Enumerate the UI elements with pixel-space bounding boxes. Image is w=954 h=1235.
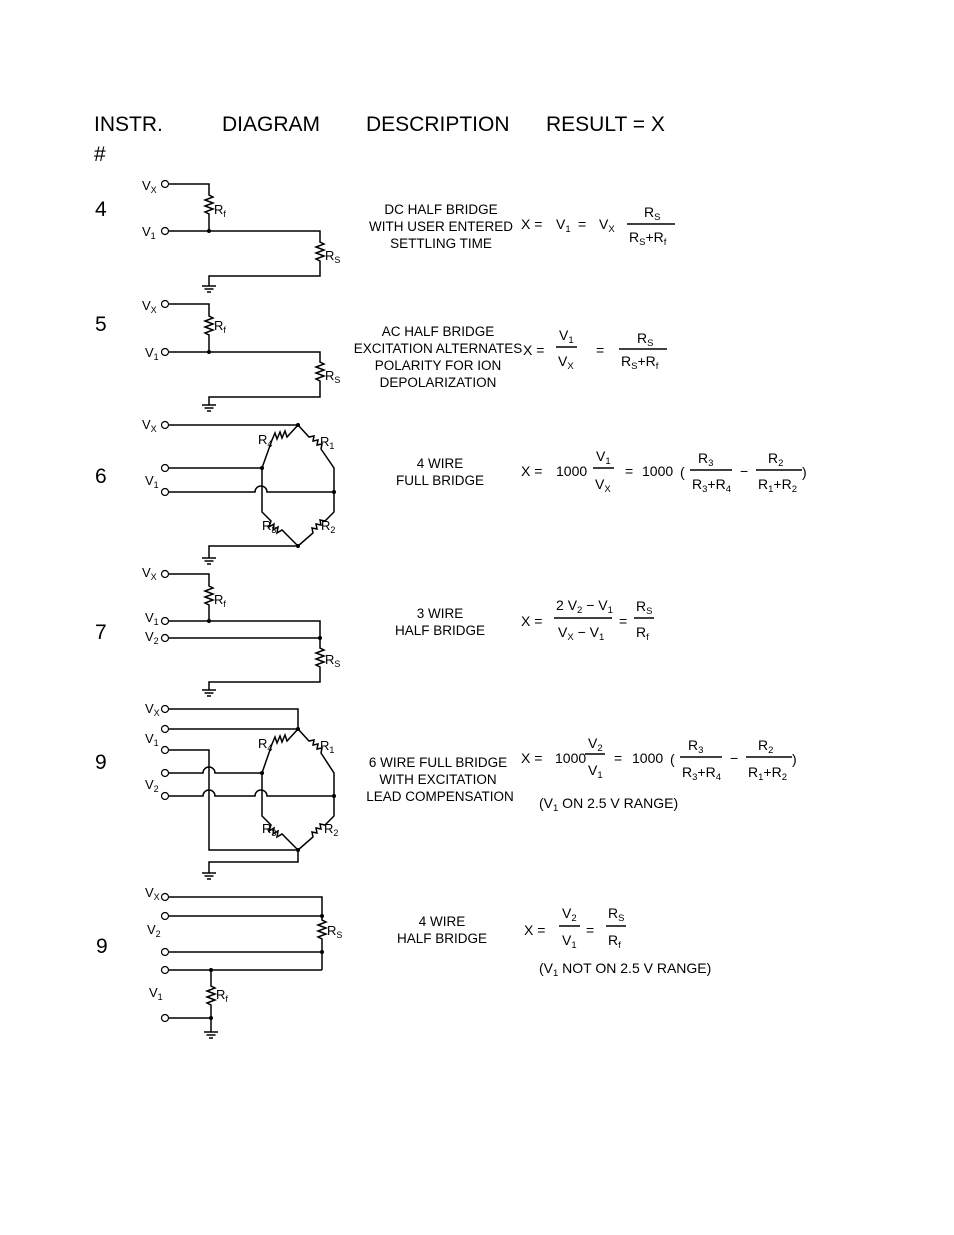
- svg-text:): ): [792, 751, 797, 767]
- row-9-six-wire-full-bridge: [95, 701, 797, 879]
- v2-label: $V_2$: [147, 922, 161, 939]
- row-number: 7: [95, 621, 107, 644]
- svg-text:SETTLING TIME: SETTLING TIME: [390, 236, 492, 251]
- svg-text:V1: $V_1$: [562, 932, 577, 951]
- vx-terminal: [162, 894, 169, 901]
- row-number: 9: [96, 935, 108, 958]
- result-formula: [521, 448, 807, 495]
- svg-text:AC HALF BRIDGE: AC HALF BRIDGE: [381, 324, 495, 339]
- description: [354, 324, 523, 390]
- ground-icon: [202, 873, 216, 879]
- r1-label: $R_1$: [320, 434, 335, 451]
- svg-text:R3+R4: $R_3+R_4$: [692, 476, 732, 495]
- r4-label: $R_4$: [258, 736, 273, 753]
- svg-text:V2: $V_2$: [588, 735, 603, 754]
- description: [397, 914, 487, 946]
- svg-text:1000: 1000: [555, 750, 587, 766]
- header-description: DESCRIPTION: [366, 113, 510, 136]
- svg-text:HALF BRIDGE: HALF BRIDGE: [394, 623, 486, 638]
- range-note: ($V_1$ ON 2.5 V RANGE): [539, 795, 679, 814]
- svg-text:Rf: $R_f$: [608, 932, 621, 951]
- svg-text:VX: $V_X$: [595, 476, 611, 495]
- vx-label: $V_X$: [142, 417, 157, 434]
- row-number: 6: [95, 465, 107, 488]
- svg-text:Rf: $R_f$: [636, 624, 649, 643]
- v1-label: $V_1$: [149, 985, 163, 1002]
- vx-terminal: [162, 301, 169, 308]
- result-formula: [521, 204, 675, 248]
- svg-text:V2: $V_2$: [562, 905, 577, 924]
- svg-text:R1+R2: $R_1+R_2$: [748, 764, 788, 783]
- circuit-diagram: [145, 701, 338, 879]
- rf-label: $R_f$: [214, 592, 226, 609]
- r3-label: $R_3$: [262, 518, 277, 535]
- svg-text:3 WIRE: 3 WIRE: [416, 606, 464, 621]
- svg-text:(: (: [670, 751, 675, 767]
- vx-label: $V_X$: [142, 565, 157, 582]
- range-note: ($V_1$ NOT ON 2.5 V RANGE): [539, 960, 712, 979]
- result-formula: [523, 327, 667, 372]
- svg-text:): ): [802, 464, 807, 480]
- row-9-four-wire-half-bridge: [96, 885, 711, 1038]
- svg-text:WITH USER ENTERED: WITH USER ENTERED: [368, 219, 514, 234]
- rs-label: $R_S$: [325, 368, 341, 385]
- svg-text:WITH EXCITATION: WITH EXCITATION: [379, 772, 497, 787]
- r3-label: $R_3$: [262, 821, 277, 838]
- svg-text:=: =: [625, 463, 634, 479]
- result-formula: [524, 905, 711, 979]
- vx-label: $V_X$: [142, 178, 157, 195]
- rf-label: $R_f$: [214, 318, 226, 335]
- svg-text:X =: X =: [521, 613, 543, 629]
- svg-text:LEAD COMPENSATION: LEAD COMPENSATION: [366, 789, 514, 804]
- svg-text:2 V2 − V1: 2 $V_2 - V_1$: [556, 597, 613, 616]
- svg-text:R3: $R_3$: [698, 450, 714, 469]
- svg-text:V1: $V_1$: [556, 216, 571, 235]
- v1-label: $V_1$: [145, 610, 159, 627]
- row-number: 9: [95, 751, 107, 774]
- svg-text:DEPOLARIZATION: DEPOLARIZATION: [379, 375, 497, 390]
- rs-label: $R_S$: [325, 652, 341, 669]
- circuit-diagram: [142, 565, 340, 696]
- svg-text:RS: $R_S$: [608, 905, 625, 924]
- svg-text:R1+R2: $R_1+R_2$: [758, 476, 798, 495]
- header-diagram: DIAGRAM: [222, 113, 321, 136]
- row-7-three-wire-half-bridge: [95, 565, 654, 696]
- v1-label: $V_1$: [142, 224, 156, 241]
- svg-text:RS+Rf: $R_S+R_f$: [621, 353, 659, 372]
- description: [395, 606, 485, 638]
- rf-label: $R_f$: [216, 987, 228, 1004]
- svg-text:=: =: [596, 342, 605, 358]
- vx-label: $V_X$: [145, 885, 160, 902]
- svg-text:R3: $R_3$: [688, 737, 704, 756]
- rs-label: $R_S$: [327, 923, 343, 940]
- circuit-diagram: [142, 178, 340, 292]
- v1-label: $V_1$: [145, 473, 159, 490]
- svg-text:RS+Rf: $R_S+R_f$: [629, 229, 667, 248]
- svg-text:VX: $V_X$: [558, 353, 574, 372]
- row-5-ac-half-bridge: [95, 298, 667, 411]
- ground-icon: [202, 286, 216, 292]
- vx-terminal: [162, 422, 169, 429]
- vx-label: $V_X$: [145, 701, 160, 718]
- svg-text:VX: $V_X$: [599, 216, 615, 235]
- svg-text:V1: $V_1$: [596, 448, 611, 467]
- v1-label: $V_1$: [145, 731, 159, 748]
- description: [396, 456, 484, 488]
- svg-text:EXCITATION ALTERNATES: EXCITATION ALTERNATES: [353, 341, 523, 356]
- svg-text:1000: 1000: [632, 750, 664, 766]
- ground-icon: [202, 690, 216, 696]
- svg-text:1000: 1000: [556, 463, 588, 479]
- svg-text:V1: $V_1$: [588, 762, 603, 781]
- row-4-dc-half-bridge: [95, 178, 675, 292]
- svg-text:R2: $R_2$: [768, 450, 784, 469]
- svg-text:4 WIRE: 4 WIRE: [418, 914, 466, 929]
- result-formula: [521, 735, 797, 814]
- svg-text:FULL BRIDGE: FULL BRIDGE: [395, 473, 485, 488]
- vx-terminal: [162, 571, 169, 578]
- r2-label: $R_2$: [321, 518, 336, 535]
- svg-text:X =: X =: [521, 216, 543, 232]
- svg-text:−: −: [730, 750, 739, 766]
- row-6-four-wire-full-bridge: [95, 417, 807, 564]
- svg-text:−: −: [740, 463, 749, 479]
- ground-icon: [204, 1032, 218, 1038]
- svg-text:POLARITY FOR ION: POLARITY FOR ION: [374, 358, 502, 373]
- svg-text:=: =: [586, 922, 595, 938]
- svg-text:RS: $R_S$: [644, 204, 661, 223]
- rs-label: $R_S$: [325, 248, 341, 265]
- svg-text:(: (: [680, 464, 685, 480]
- svg-text:V1: $V_1$: [559, 327, 574, 346]
- svg-text:DC HALF BRIDGE: DC HALF BRIDGE: [384, 202, 498, 217]
- row-number: 5: [95, 313, 107, 336]
- svg-text:X =: X =: [521, 463, 543, 479]
- v2-label: $V_2$: [145, 777, 159, 794]
- result-formula: [521, 597, 654, 643]
- v2-label: $V_2$: [145, 629, 159, 646]
- svg-text:4 WIRE: 4 WIRE: [416, 456, 464, 471]
- svg-text:6 WIRE FULL BRIDGE: 6 WIRE FULL BRIDGE: [368, 755, 508, 770]
- r1-label: $R_1$: [320, 738, 335, 755]
- circuit-diagram: [145, 885, 342, 1038]
- svg-text:1000: 1000: [642, 463, 674, 479]
- v1-terminal: [162, 228, 169, 235]
- ground-icon: [202, 405, 216, 411]
- svg-text:VX − V1: $V_X - V_1$: [558, 624, 605, 643]
- row-number: 4: [95, 198, 107, 221]
- circuit-diagram: [142, 417, 336, 564]
- v1-label: $V_1$: [145, 345, 159, 362]
- svg-text:RS: $R_S$: [636, 598, 653, 617]
- vx-terminal: [162, 706, 169, 713]
- ground-icon: [202, 558, 216, 564]
- svg-text:=: =: [614, 750, 623, 766]
- svg-text:=: =: [578, 216, 587, 232]
- svg-text:RS: $R_S$: [637, 330, 654, 349]
- r2-label: $R_2$: [324, 821, 339, 838]
- header-instr: INSTR.: [94, 113, 163, 136]
- svg-text:R3+R4: $R_3+R_4$: [682, 764, 722, 783]
- description: [366, 755, 514, 804]
- vx-terminal: [162, 181, 169, 188]
- vx-label: $V_X$: [142, 298, 157, 315]
- description: [369, 202, 513, 251]
- svg-text:HALF BRIDGE: HALF BRIDGE: [396, 931, 488, 946]
- header-hash: #: [94, 143, 106, 166]
- v1-terminal: [162, 349, 169, 356]
- rf-label: $R_f$: [214, 202, 226, 219]
- svg-text:X =: X =: [523, 342, 545, 358]
- svg-text:X =: X =: [524, 922, 546, 938]
- svg-text:X =: X =: [521, 750, 543, 766]
- table-header: [94, 113, 665, 166]
- header-result: RESULT = X: [546, 113, 665, 136]
- svg-text:=: =: [619, 613, 628, 629]
- circuit-diagram: [142, 298, 340, 411]
- svg-text:R2: $R_2$: [758, 737, 774, 756]
- r4-label: $R_4$: [258, 432, 273, 449]
